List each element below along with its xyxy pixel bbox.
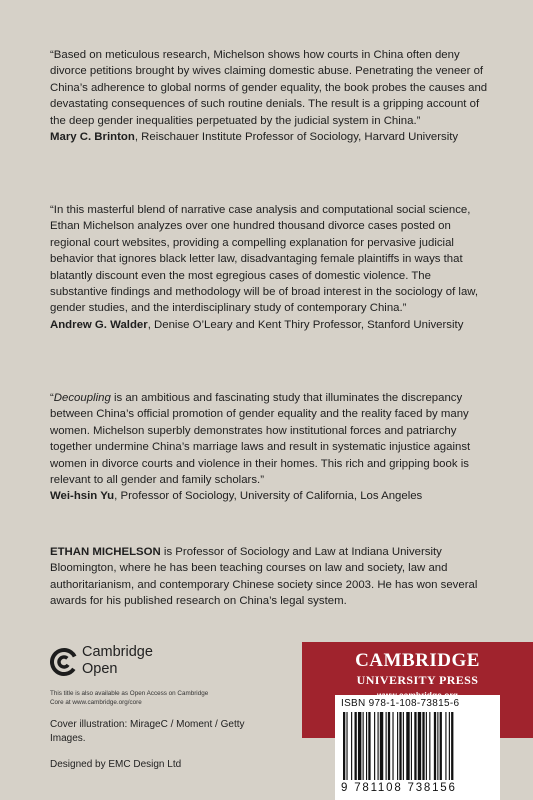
cover-credit: Cover illustration: MirageC / Moment / Getty Images. bbox=[50, 719, 245, 744]
blurb-author: Wei-hsin Yu bbox=[50, 490, 115, 503]
cambridge-open-logo-icon bbox=[50, 644, 80, 684]
quote-open-mark: “ bbox=[50, 392, 54, 404]
blurb-attribution bbox=[50, 129, 490, 145]
blurb-affiliation: , Professor of Sociology, University of California, Los Angeles bbox=[114, 490, 423, 503]
blurb-yu bbox=[50, 390, 490, 505]
designer-credit: Designed by EMC Design Ltd bbox=[50, 759, 182, 770]
isbn-label: ISBN 978-1-108-73815-6 bbox=[341, 698, 460, 709]
blurb-quote: “In this masterful blend of narrative case analysis and computational social science, Ethan Michelson analyzes over one hundred thousand divorce cases posted on regional court websites, providing a compelling explanation for pervasive judicial behavior that ignores black letter law, disadvantaging female plaintiffs in ways that blatantly discount even the most egregious cases of domestic violence. The substantive findings and methodology will be of broad interest in the sociology of law, gender studies, and the interdisciplinary study of contemporary China.” bbox=[50, 204, 479, 315]
blurb-quote: “Based on meticulous research, Michelson shows how courts in China often deny divorce petitions brought by wives claiming domestic abuse. Penetrating the veneer of China’s adherence to global norms of gender equality, the book probes the causes and devastating consequences of such routine denials. The result is a gripping account of the deep gender inequalities perpetuated by the judicial system in China.” bbox=[50, 49, 488, 127]
author-bio-text: is Professor of Sociology and Law at Indiana University Bloomington, where he has been teaching courses on law and society, law and authoritarianism, and contemporary Chinese society since 2003. He has won several awards for his published research on China’s legal system. bbox=[50, 546, 478, 608]
blurb-quote bbox=[50, 390, 490, 488]
barcode-box bbox=[335, 695, 500, 800]
blurb-attribution bbox=[50, 488, 490, 504]
barcode-icon bbox=[341, 712, 491, 782]
blurb-author: Mary C. Brinton bbox=[50, 131, 135, 144]
publisher-name: CAMBRIDGE bbox=[355, 650, 480, 671]
open-access-note: This title is also available as Open Access on Cambridge Core at www.cambridge.org/core bbox=[50, 690, 209, 706]
cambridge-open-line2: Open bbox=[82, 661, 118, 677]
author-bio bbox=[50, 544, 490, 610]
blurb-affiliation: , Reischauer Institute Professor of Sociology, Harvard University bbox=[134, 131, 459, 144]
blurb-quote-rest: is an ambitious and fascinating study that illuminates the discrepancy between China’s official promotion of gender equality and the reality faced by many women. Michelson superbly demonstrates how institutional forces and patriarchy together undermine China’s marriage laws and result in systematic injustice against women in divorce courts and violence in their homes. This rich and gripping book is relevant to all gender and family scholars.” bbox=[50, 392, 471, 487]
blurb-author: Andrew G. Walder bbox=[50, 318, 148, 331]
book-title-italic: Decoupling bbox=[53, 392, 111, 404]
barcode-digits: 9 781108 738156 bbox=[341, 782, 457, 794]
author-name: ETHAN MICHELSON bbox=[50, 546, 161, 558]
publisher-subtitle: UNIVERSITY PRESS bbox=[356, 673, 479, 687]
blurb-brinton bbox=[50, 47, 490, 145]
cambridge-open-line1: Cambridge bbox=[82, 644, 153, 660]
cambridge-open-wordmark bbox=[82, 644, 153, 678]
blurb-attribution bbox=[50, 317, 490, 333]
blurb-walder bbox=[50, 202, 490, 333]
blurb-affiliation: , Denise O’Leary and Kent Thiry Professor, Stanford University bbox=[147, 318, 464, 331]
